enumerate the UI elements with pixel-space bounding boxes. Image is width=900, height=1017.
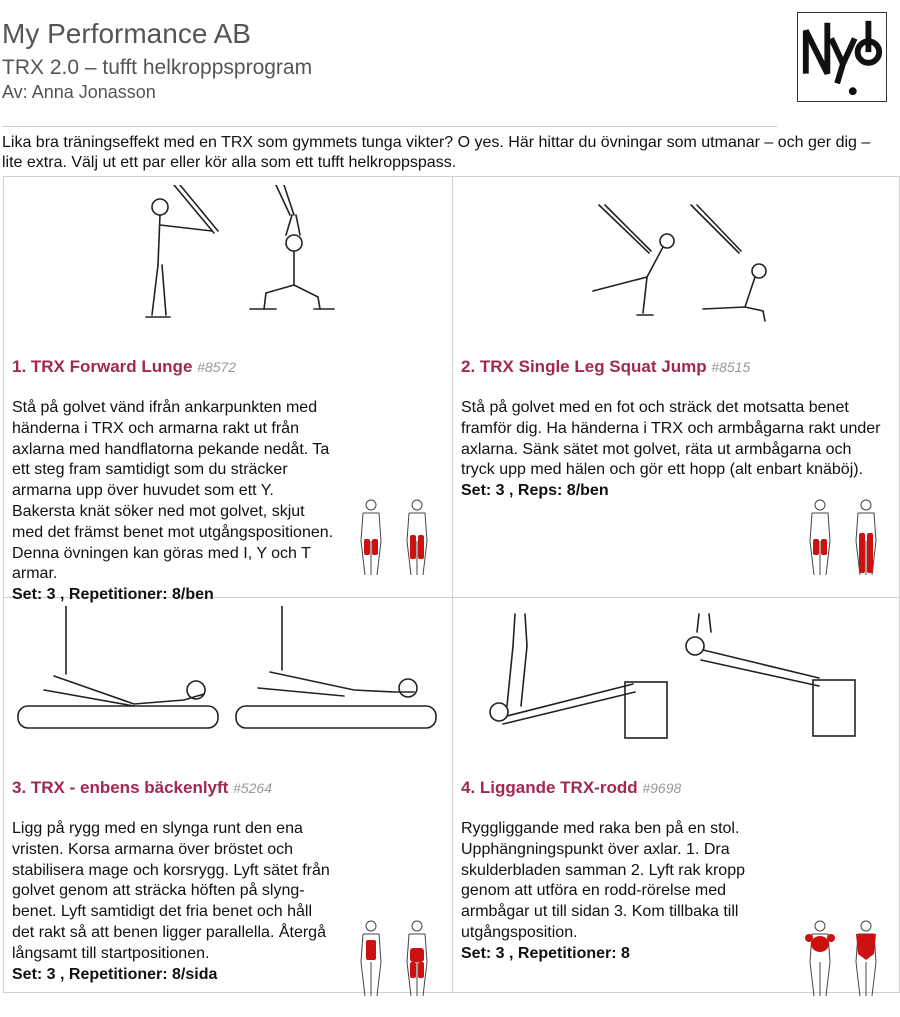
- header-divider: [2, 126, 777, 127]
- exercise-illustration: [14, 185, 440, 345]
- exercise-title: [461, 778, 681, 798]
- company-name: My Performance AB: [2, 18, 251, 49]
- exercise-code: #8515: [711, 359, 751, 375]
- exercise-code: #8572: [197, 359, 237, 375]
- muscle-diagram: [798, 497, 888, 579]
- exercise-title: [12, 357, 236, 377]
- exercise-grid: [3, 176, 900, 993]
- exercise-title-text: 1. TRX Forward Lunge: [12, 357, 193, 376]
- exercise-description: [461, 398, 886, 502]
- brand-logo: [797, 12, 887, 102]
- exercise-sets: Set: 3 , Reps: 8/ben: [461, 482, 609, 500]
- exercise-card: [4, 177, 450, 604]
- exercise-code: #5264: [233, 780, 273, 796]
- intro-text: Lika bra träningseffekt med en TRX som gymmets tunga vikter? O yes. Här hittar du övningar som utmanar – och ger dig – lite extra. Välj ut ett par eller kör alla som ett tufft helkroppspass.: [2, 134, 871, 171]
- exercise-description-text: Ligg på rygg med en slynga runt den ena vristen. Korsa armarna över bröstet och stabilisera mage och korsrygg. Lyft sätet från golvet genom att sträcka höften på slyng-benet. Lyft samtidigt det fria benet och håll det rakt så att benen ligger parallella. Återgå långsamt till startpositionen.: [12, 820, 330, 962]
- muscle-diagram: [349, 497, 439, 579]
- author-line: Av: Anna Jonasson: [2, 82, 156, 102]
- program-title: TRX 2.0 – tufft helkroppsprogram: [2, 56, 313, 79]
- exercise-illustration: [14, 606, 440, 766]
- exercise-illustration: [463, 185, 889, 345]
- muscle-diagram: [798, 918, 888, 1000]
- exercise-sets: Set: 3 , Repetitioner: 8/sida: [12, 965, 218, 983]
- exercise-title: [12, 778, 272, 798]
- exercise-title-text: 2. TRX Single Leg Squat Jump: [461, 357, 707, 376]
- muscle-diagram: [349, 918, 439, 1000]
- exercise-illustration: [463, 606, 889, 766]
- exercise-title-text: 4. Liggande TRX-rodd: [461, 778, 638, 797]
- exercise-title-text: 3. TRX - enbens bäckenlyft: [12, 778, 229, 797]
- exercise-description-text: Stå på golvet vänd ifrån ankarpunkten med händerna i TRX och armarna rakt ut från axlarna med handflatorna pekande nedåt. Ta ett steg fram samtidigt som du sträcker armarna upp över huvudet som ett Y. Bakersta knät söker ned mot golvet, skjut med det främst benet mot utgångspositionen. Denna övningen kan göras med I, Y och T armar.: [12, 399, 334, 583]
- exercise-card: [453, 177, 899, 596]
- exercise-code: #9698: [642, 780, 682, 796]
- exercise-card: [453, 598, 899, 1017]
- exercise-sets: Set: 3 , Repetitioner: 8/ben: [12, 586, 214, 604]
- exercise-description-text: Stå på golvet med en fot och sträck det motsatta benet framför dig. Ha händerna i TRX och armbågarna rakt under axlarna. Sänk sätet mot golvet, räta ut armbågarna och tryck upp med hälen och gör ett hopp (alt enbart knäböj).: [461, 399, 881, 479]
- exercise-title: [461, 357, 750, 377]
- exercise-card: [4, 598, 450, 1017]
- exercise-description-text: Ryggliggande med raka ben på en stol. Upphängningspunkt över axlar. 1. Dra skulderbladen samman 2. Lyft rak kropp genom att utföra en rodd-rörelse med armbågar ut till sidan 3. Kom tillbaka till utgångsposition.: [461, 820, 745, 941]
- exercise-sets: Set: 3 , Repetitioner: 8: [461, 944, 630, 962]
